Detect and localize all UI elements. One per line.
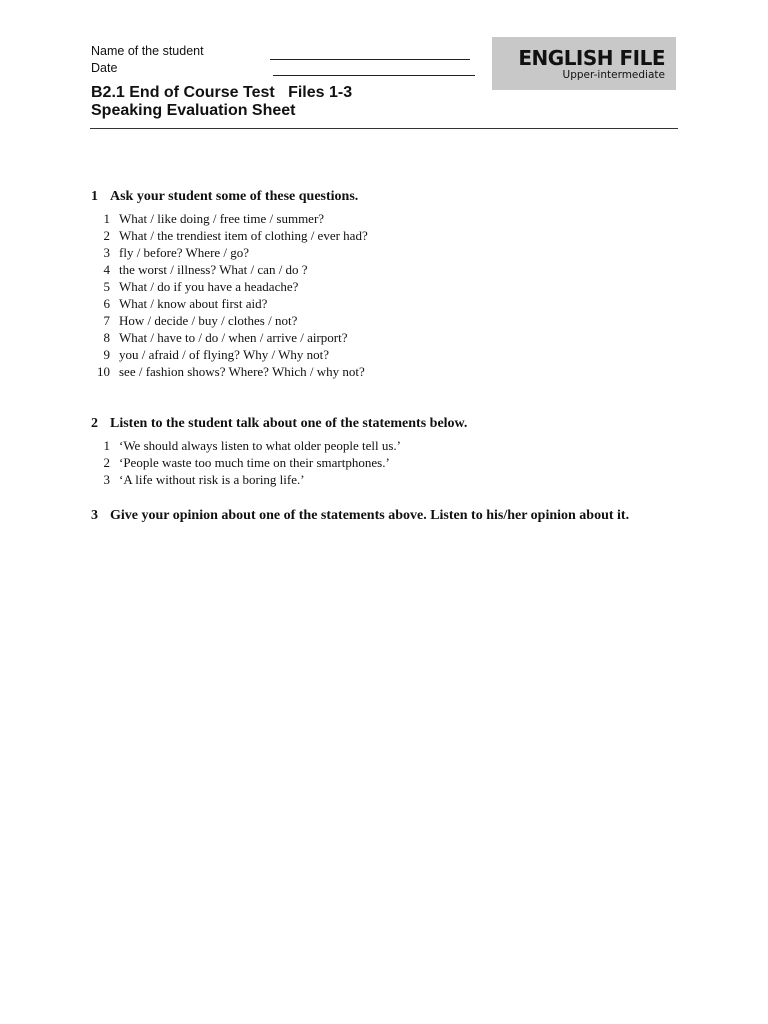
test-title: B2.1 End of Course Test Files 1-3 — [91, 84, 353, 101]
item-text: ‘A life without risk is a boring life.’ — [119, 472, 305, 487]
section-number: 3 — [91, 508, 98, 523]
date-label: Date — [91, 61, 118, 75]
item-text: you / afraid / of flying? Why / Why not? — [119, 347, 329, 362]
section-heading — [91, 415, 676, 432]
list-item — [91, 363, 676, 380]
header-divider — [90, 128, 678, 129]
item-number: 2 — [103, 455, 110, 470]
section-number: 1 — [91, 189, 98, 204]
section-2 — [91, 415, 676, 488]
section-heading — [91, 188, 676, 205]
test-subtitle: Speaking Evaluation Sheet — [91, 102, 296, 119]
item-number: 7 — [103, 313, 110, 328]
item-number: 9 — [103, 347, 110, 362]
student-name-line[interactable] — [270, 59, 470, 60]
item-number: 6 — [103, 296, 110, 311]
section-1 — [91, 188, 676, 380]
item-number: 2 — [103, 228, 110, 243]
item-number: 1 — [103, 211, 110, 226]
list-item — [91, 346, 676, 363]
brand-subtitle: Upper-intermediate — [562, 69, 665, 81]
list-item — [91, 312, 676, 329]
item-text: What / like doing / free time / summer? — [119, 211, 325, 226]
list-item — [91, 227, 676, 244]
item-text: What / have to / do / when / arrive / airport? — [119, 330, 348, 345]
item-text: the worst / illness? What / can / do ? — [119, 262, 308, 277]
item-number: 10 — [97, 364, 110, 379]
section-heading — [91, 507, 676, 524]
list-item — [91, 471, 676, 488]
english-file-logo — [492, 37, 676, 90]
list-item — [91, 278, 676, 295]
section-3 — [91, 507, 676, 524]
item-text: fly / before? Where / go? — [119, 245, 250, 260]
item-number: 8 — [103, 330, 110, 345]
statement-list — [91, 437, 676, 488]
item-number: 3 — [103, 245, 110, 260]
item-text: How / decide / buy / clothes / not? — [119, 313, 298, 328]
list-item — [91, 210, 676, 227]
section-heading-text: Give your opinion about one of the statements above. Listen to his/her opinion about it. — [110, 508, 630, 523]
list-item — [91, 295, 676, 312]
list-item — [91, 329, 676, 346]
list-item — [91, 244, 676, 261]
item-text: ‘We should always listen to what older people tell us.’ — [119, 438, 402, 453]
section-heading-text: Listen to the student talk about one of the statements below. — [110, 416, 468, 431]
student-name-label: Name of the student — [91, 44, 204, 58]
section-heading-text: Ask your student some of these questions. — [110, 189, 359, 204]
item-number: 1 — [103, 438, 110, 453]
list-item — [91, 454, 676, 471]
list-item — [91, 437, 676, 454]
brand-title: ENGLISH FILE — [518, 46, 665, 70]
question-list — [91, 210, 676, 380]
list-item — [91, 261, 676, 278]
item-text: What / the trendiest item of clothing / ever had? — [119, 228, 368, 243]
item-text: see / fashion shows? Where? Which / why not? — [119, 364, 365, 379]
item-text: What / know about first aid? — [119, 296, 268, 311]
section-number: 2 — [91, 416, 98, 431]
item-number: 4 — [103, 262, 110, 277]
item-number: 5 — [103, 279, 110, 294]
item-number: 3 — [103, 472, 110, 487]
item-text: ‘People waste too much time on their smartphones.’ — [119, 455, 390, 470]
date-line[interactable] — [273, 75, 475, 76]
item-text: What / do if you have a headache? — [119, 279, 299, 294]
